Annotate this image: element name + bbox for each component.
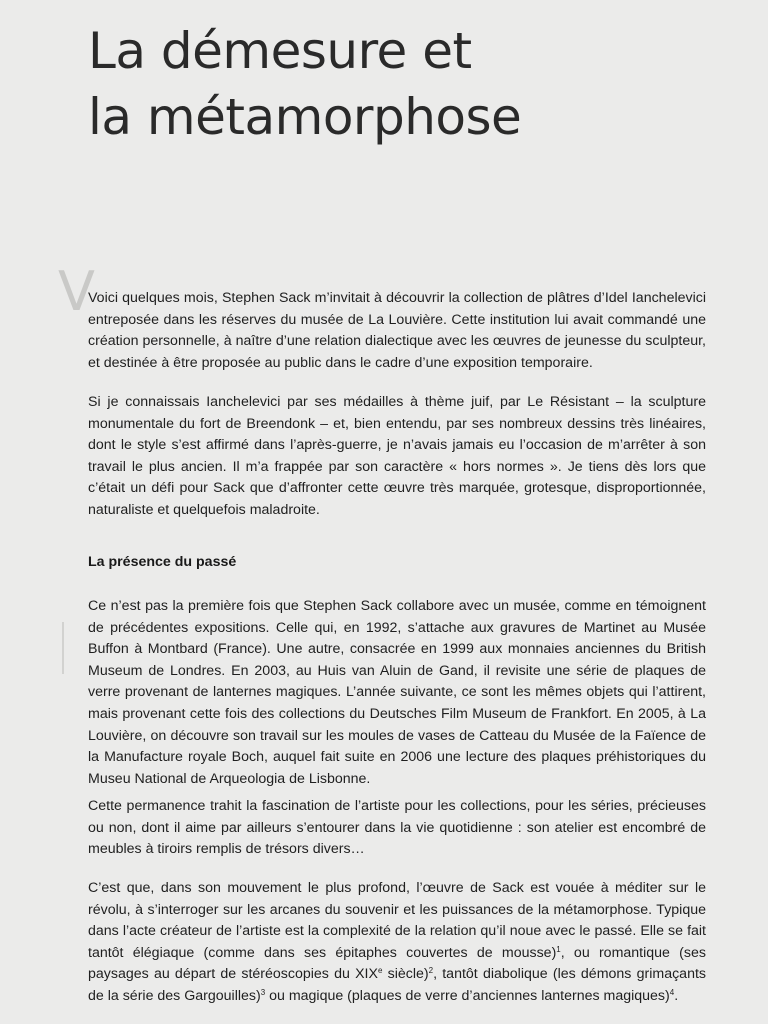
intro-paragraph-1: Voici quelques mois, Stephen Sack m’invitait à découvrir la collection de plâtres d’Idel Ianchelevici entreposée dans les réserves du musée de La Louvière. Cette institution lui avait commandé une création personnelle, à naître d’une relation dialectique avec les œuvres de jeunesse du sculpteur, et destinée à être proposée au public dans le cadre d’une exposition temporaire. (88, 290, 706, 371)
title-line-2: la métamorphose (88, 88, 522, 146)
footnote-ref-2: 2 (428, 966, 434, 976)
title-line-1: La démesure et (88, 22, 472, 80)
decorative-dropcap: V (58, 260, 95, 323)
century-superscript: e (377, 966, 383, 976)
footnote-ref-3: 3 (260, 987, 266, 997)
paragraph-text: C’est que, dans son mouvement le plus profond, l’œuvre de Sack est vouée à méditer sur le révolu, à s’interroger sur les arcanes du souvenir et les puissances de la métamorphose. Typique dans l’acte créateur de l’artiste est la complexité de la relation qu’il noue avec le passé. Elle se fait tantôt élégiaque (comme dans ses épitaphes couvertes de mousse) (88, 880, 706, 961)
section-paragraph-2: Cette permanence trahit la fascination de l’artiste pour les collections, pour les séries, précieuses ou non, dont il aime par ailleurs s’entourer dans la vie quotidienne : son atelier est encombré de meubles à tiroirs remplis de trésors divers… (88, 798, 706, 858)
page-title (88, 18, 728, 150)
paragraph-text: . (674, 987, 679, 1004)
section-paragraph-3 (88, 878, 706, 1008)
paragraph-text: ou magique (plaques de verre d’anciennes lanternes magiques) (265, 987, 670, 1004)
margin-mark (62, 622, 64, 674)
section-heading: La présence du passé (88, 554, 237, 570)
footnote-ref-1: 1 (556, 944, 561, 954)
section-paragraph-1: Ce n’est pas la première fois que Stephen Sack collabore avec un musée, comme en témoignent de précédentes expositions. Celle qui, en 1992, s’attache aux gravures de Martinet au Musée Buffon à Montbard (France). Une autre, consacrée en 1999 aux monnaies anciennes du British Museum de Londres. En 2003, au Huis van Aluin de Gand, il revisite une série de plaques de verre provenant de lanternes magiques. L’année suivante, ce sont les mêmes objets qui l’attirent, mais provenant cette fois des collections du Deutsches Film Museum de Frankfort. En 2005, à La Louvière, on découvre son travail sur les moules de vases de Catteau du Musée de la Faïence de la Manufacture royale Boch, auquel fait suite en 2006 une lecture des plaques préhistoriques du Museu National de Arqueologia de Lisbonne. (88, 598, 706, 787)
footnote-ref-4: 4 (669, 987, 675, 997)
paragraph-text: , ou romantique (ses paysages au départ de stéréoscopies du XIX (88, 944, 706, 983)
intro-paragraph-2: Si je connaissais Ianchelevici par ses médailles à thème juif, par Le Résistant – la sculpture monumentale du fort de Breendonk – et, bien entendu, par ses nombreux dessins très linéaires, dont le style s’est affirmé dans l’après-guerre, je n’avais jamais eu l’occasion de m’arrêter à son travail le plus ancien. Il m’a frappée par son caractère « hors normes ». Je tiens dès lors que c’était un défi pour Sack que d’affronter cette œuvre très marquée, grotesque, disproportionnée, naturaliste et quelquefois maladroite. (88, 394, 706, 518)
paragraph-text: , tantôt diabolique (les démons grimaçants de la série des Gargouilles) (88, 966, 706, 1004)
paragraph-text: siècle) (382, 966, 429, 983)
